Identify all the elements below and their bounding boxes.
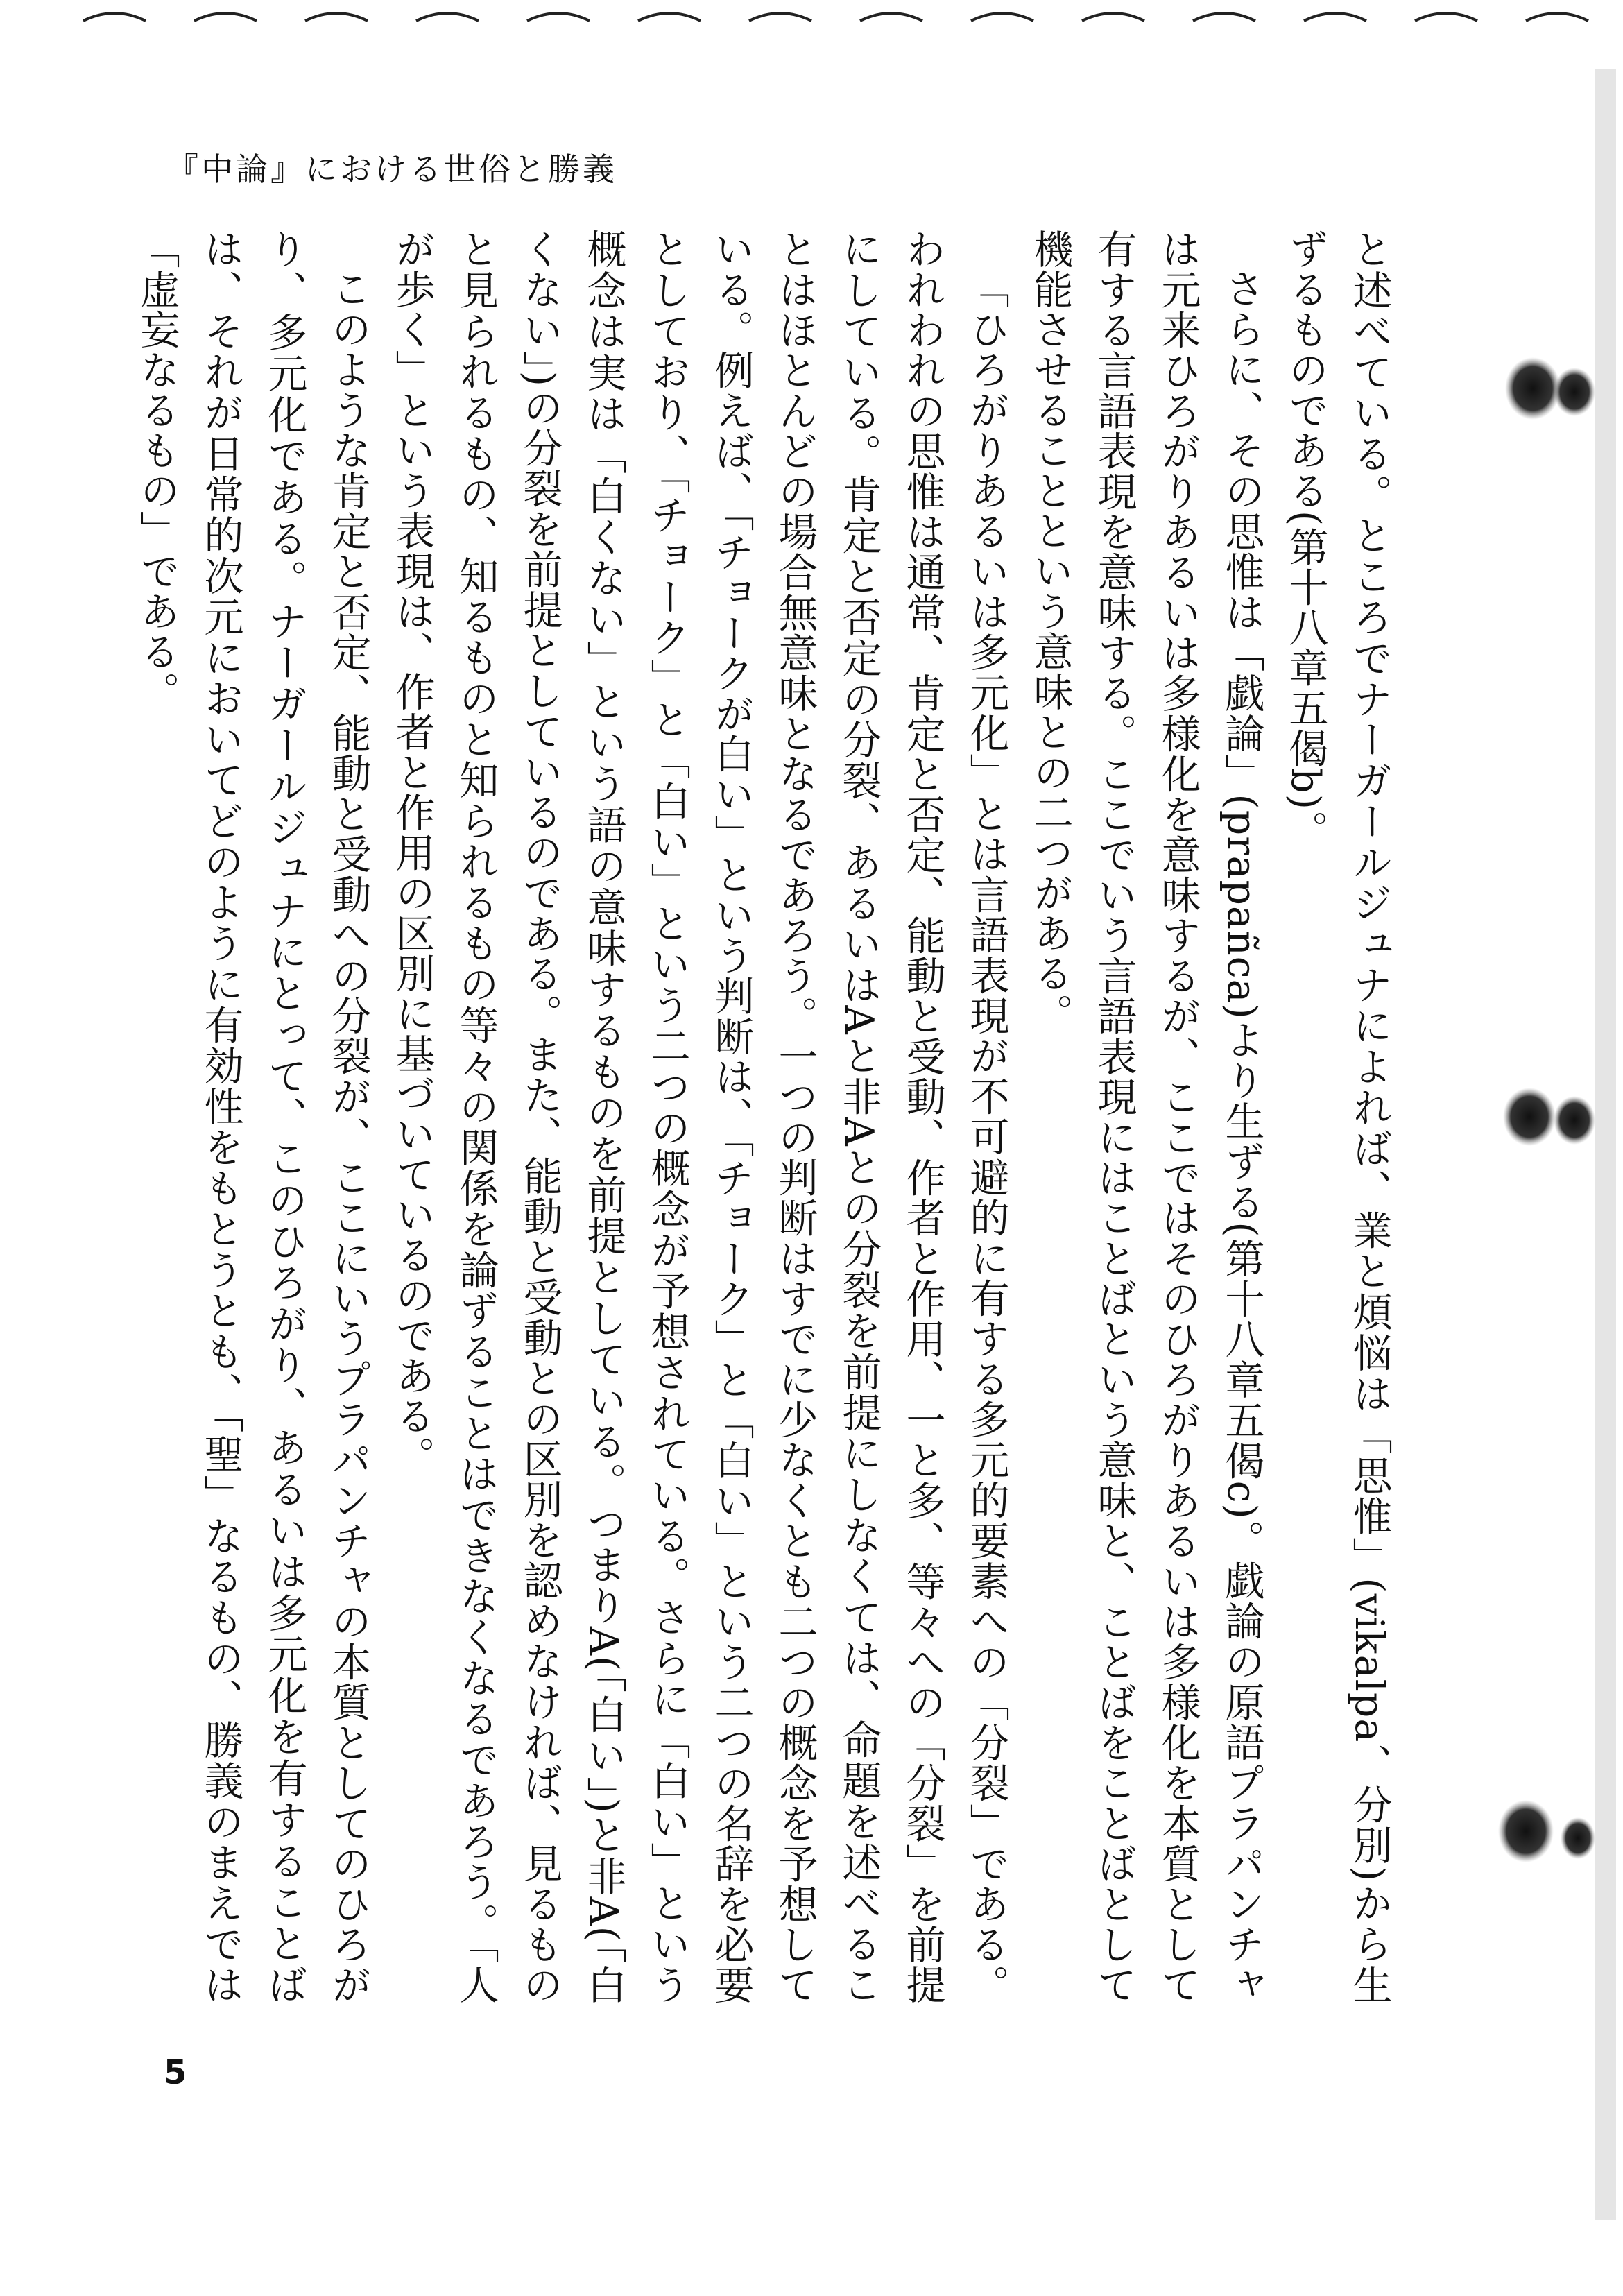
page-top-edge-scallops: [0, 0, 1623, 42]
body-text: [134, 229, 1401, 2005]
running-header: 『中論』における世俗と勝義: [166, 151, 617, 188]
binding-hole-marks: [1491, 0, 1623, 2296]
paragraph-2: さらに、その思惟は「戯論」(prapañca)より生ずる(第十八章五偈c)。戯論の原語プラパンチャは元来ひろがりあるいは多様化を意味するが、ここではそのひろがりあるいは多様化を本質として有する言語表現を意味する。ここでいう言語表現にはことばという意味と、ことばをことばとして機能させることという意味との二つがある。: [1027, 229, 1264, 2005]
paragraph-4: このような肯定と否定、能動と受動への分裂が、ここにいうプラパンチャの本質としてのひろがり、多元化である。ナーガールジュナにとって、このひろがり、あるいは多元化を有することばは、それが日常的次元においてどのように有効性をもとうとも、「聖」なるもの、勝義のまえでは「虚妄なるもの」である。: [134, 229, 371, 2005]
paragraph-3: 「ひろがりあるいは多元化」とは言語表現が不可避的に有する多元的要素への「分裂」である。われわれの思惟は通常、肯定と否定、能動と受動、作者と作用、一と多、等々への「分裂」を前提にしている。肯定と否定の分裂、あるいはAと非Aとの分裂を前提にしなくては、命題を述べることはほとんどの場合無意味となるであろう。一つの判断はすでに少なくとも二つの概念を予想している。例えば、「チョークが白い」という判断は、「チョーク」と「白い」という二つの名辞を必要としており、「チョーク」と「白い」という二つの概念が予想されている。さらに「白い」という概念は実は「白くない」という語の意味するものを前提としている。つまりA(「白い」)と非A(「白くない」)の分裂を前提としているのである。また、能動と受動との区別を認めなければ、見るものと見られるもの、知るものと知られるもの等々の関係を論ずることはできなくなるであろう。「人が歩く」という表現は、作者と作用の区別に基づいているのである。: [389, 229, 1009, 2005]
page-number: 5: [164, 2053, 187, 2092]
paragraph-1: と述べている。ところでナーガールジュナによれば、業と煩悩は「思惟」(vikalpa、分別)から生ずるものである(第十八章五偈b)。: [1282, 229, 1392, 2005]
